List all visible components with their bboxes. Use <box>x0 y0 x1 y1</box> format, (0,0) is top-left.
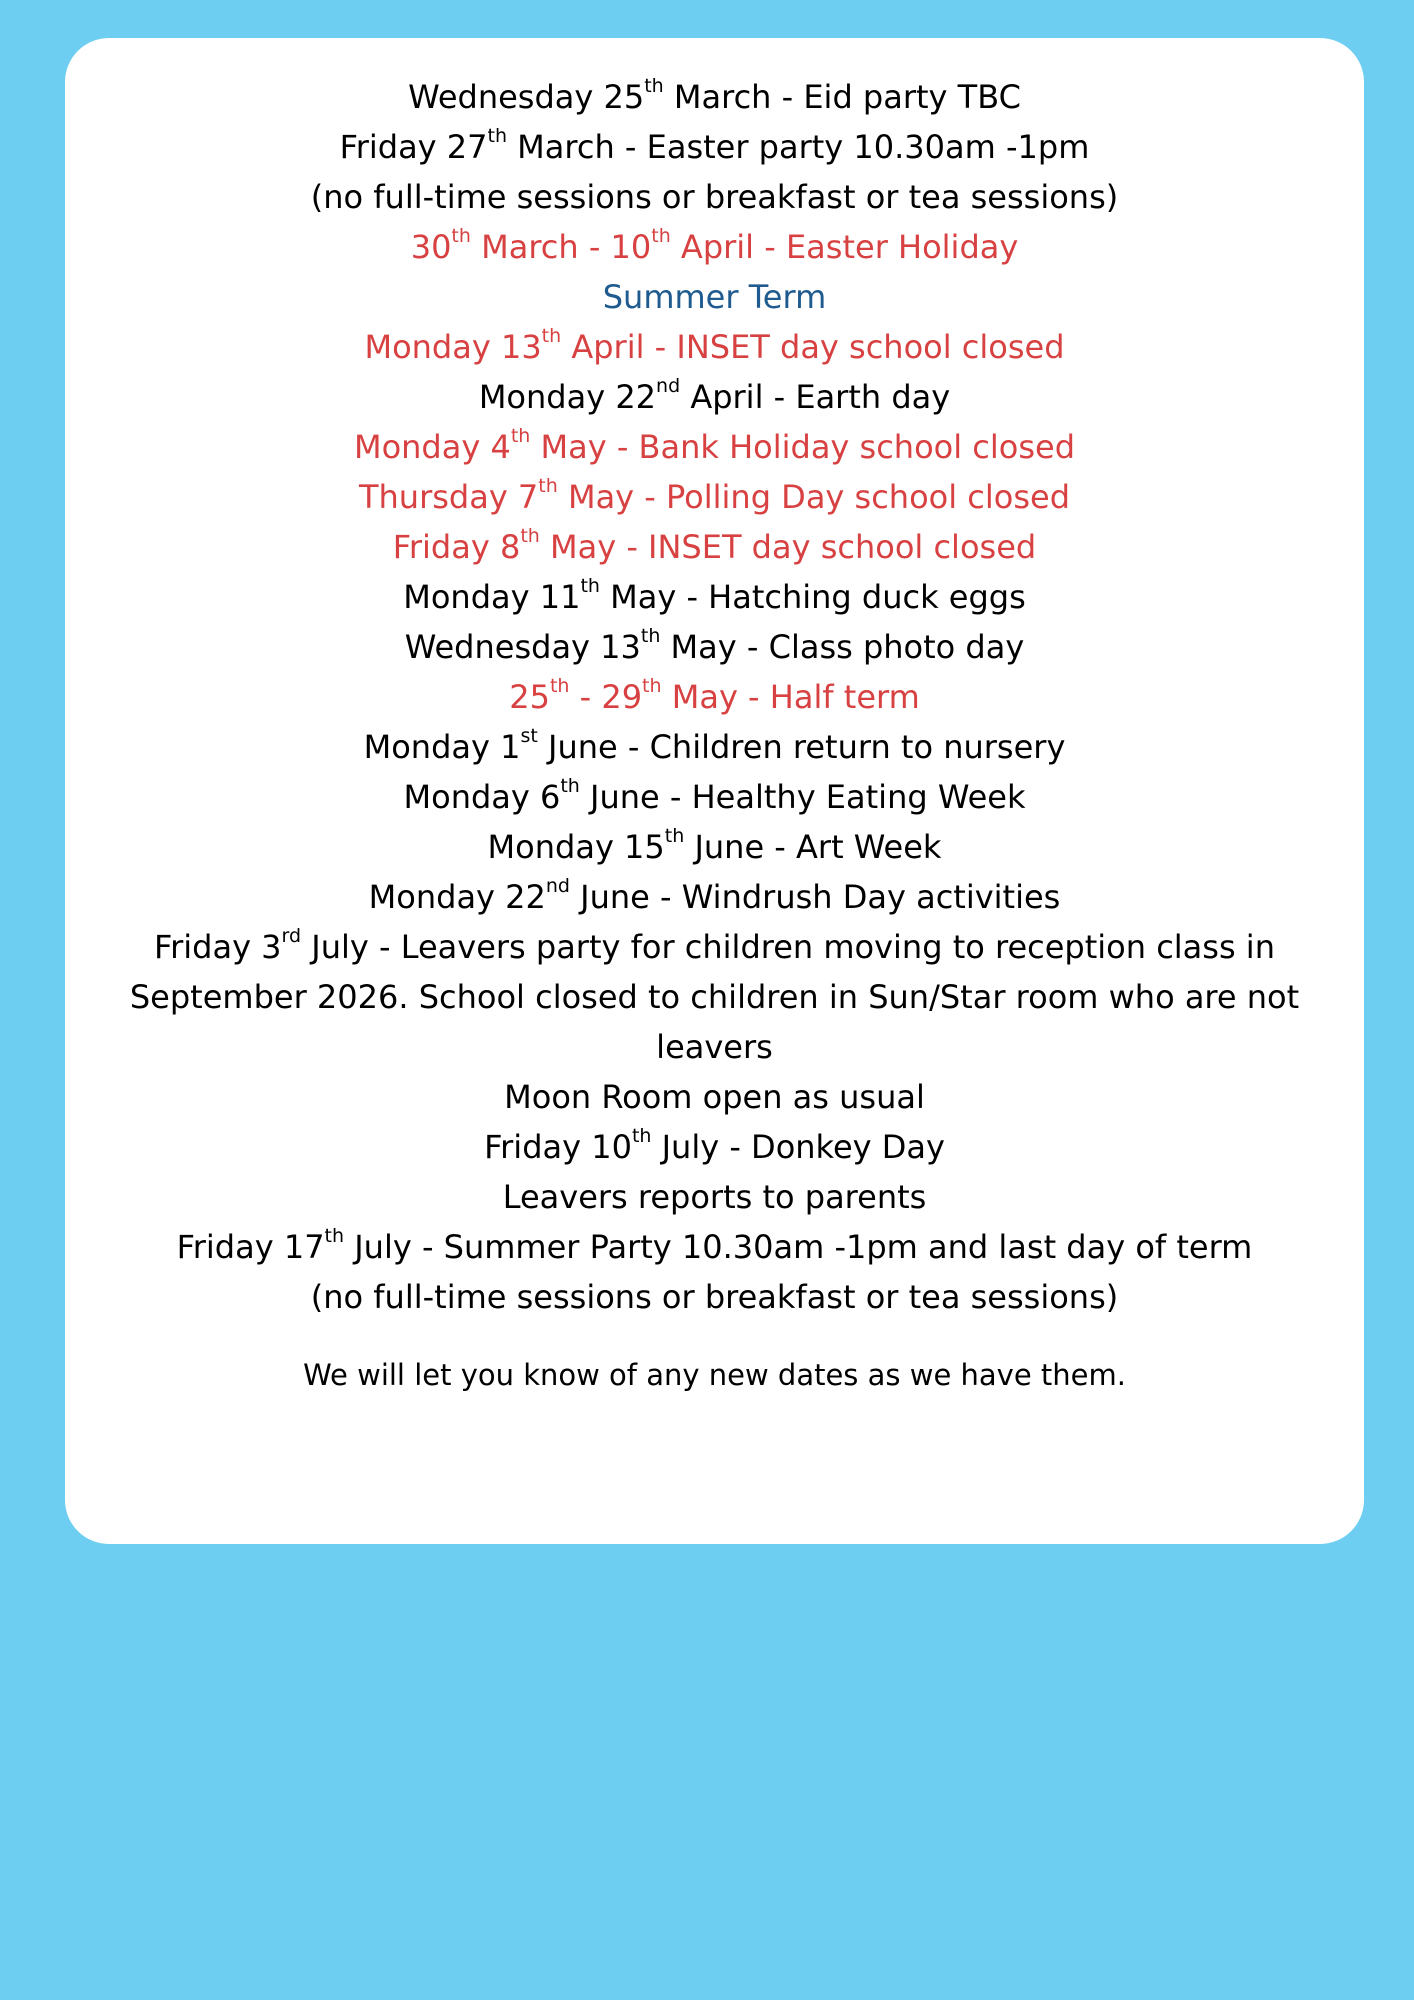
date-line-text: Moon Room open as usual <box>504 1078 925 1116</box>
date-line-text: 25 <box>509 678 550 716</box>
date-line-text: April - Earth day <box>680 378 951 416</box>
date-line <box>65 172 1364 222</box>
date-line <box>65 1122 1364 1172</box>
date-line-text: May - Bank Holiday school closed <box>530 428 1076 466</box>
date-line-text: June - Windrush Day activities <box>569 878 1061 916</box>
ordinal-suffix: rd <box>281 925 302 948</box>
ordinal-suffix: th <box>560 775 580 798</box>
date-line <box>65 322 1364 372</box>
date-line <box>65 72 1364 122</box>
date-line-text: Monday 1 <box>363 728 521 766</box>
date-line-text: - 29 <box>569 678 643 716</box>
ordinal-suffix: th <box>640 625 661 648</box>
date-line <box>65 822 1364 872</box>
ordinal-suffix: th <box>580 575 600 598</box>
date-line-text: Monday 11 <box>403 578 581 616</box>
date-line-text: Monday 4 <box>353 428 511 466</box>
date-line <box>65 372 1364 422</box>
date-line-text: May - Polling Day school closed <box>557 478 1071 516</box>
date-line-text: July - Summer Party 10.30am -1pm and last day of term <box>344 1228 1253 1266</box>
date-line <box>65 272 1364 322</box>
ordinal-suffix: th <box>644 75 664 98</box>
date-line <box>65 122 1364 172</box>
date-line-text: March - 10 <box>470 228 652 266</box>
ordinal-suffix: th <box>541 325 562 348</box>
date-line-text: Wednesday 25 <box>408 78 645 116</box>
date-line-text: Monday 6 <box>403 778 561 816</box>
ordinal-suffix: th <box>631 1125 652 1148</box>
date-line <box>65 1072 1364 1122</box>
date-line-text: Monday 22 <box>478 378 657 416</box>
date-line <box>115 922 1315 1072</box>
ordinal-suffix: th <box>664 825 685 848</box>
date-line-text: Summer Term <box>602 278 827 316</box>
date-line-text: June - Healthy Eating Week <box>579 778 1026 816</box>
date-line-text: March - Eid party TBC <box>663 78 1021 116</box>
date-line-text: Wednesday 13 <box>404 628 641 666</box>
date-line-text: Friday 3 <box>154 928 282 966</box>
ordinal-suffix: nd <box>656 375 681 398</box>
date-line-text: July - Leavers party for children moving to reception class in September 2026. School closed to children in Sun/Star room who are not leavers <box>129 928 1300 1066</box>
ordinal-suffix: th <box>510 425 531 448</box>
ordinal-suffix: th <box>642 675 662 698</box>
date-line <box>65 1272 1364 1322</box>
date-line <box>65 472 1364 522</box>
date-line <box>65 1172 1364 1222</box>
date-line-text: Friday 8 <box>392 528 521 566</box>
date-line-text: May - Class photo day <box>660 628 1025 666</box>
date-line <box>65 772 1364 822</box>
ordinal-suffix: th <box>549 675 570 698</box>
footer-note: We will let you know of any new dates as we have them. <box>303 1358 1126 1392</box>
date-line <box>65 422 1364 472</box>
date-line-text: May - Hatching duck eggs <box>599 578 1026 616</box>
ordinal-suffix: th <box>651 225 671 248</box>
date-line-text: May - INSET day school closed <box>539 528 1037 566</box>
date-line-text: Thursday 7 <box>358 478 539 516</box>
ordinal-suffix: th <box>538 475 558 498</box>
date-line-text: May - Half term <box>661 678 920 716</box>
date-line-text: June - Art Week <box>684 828 942 866</box>
date-line-text: June - Children return to nursery <box>537 728 1066 766</box>
date-line-text: Friday 10 <box>484 1128 632 1166</box>
date-line-text: March - Easter party 10.30am -1pm <box>507 128 1090 166</box>
ordinal-suffix: st <box>520 725 538 748</box>
date-line-text: (no full-time sessions or breakfast or tea sessions) <box>310 178 1119 216</box>
date-line <box>65 872 1364 922</box>
date-line <box>65 222 1364 272</box>
date-line-text: Leavers reports to parents <box>502 1178 927 1216</box>
date-line <box>65 1222 1364 1272</box>
date-line-text: (no full-time sessions or breakfast or tea sessions) <box>310 1278 1119 1316</box>
date-line-text: Friday 27 <box>339 128 488 166</box>
spacer <box>65 1322 1364 1350</box>
ordinal-suffix: th <box>520 525 540 548</box>
date-line-text: April - INSET day school closed <box>561 328 1065 366</box>
date-line <box>65 622 1364 672</box>
dates-list <box>65 72 1364 1322</box>
ordinal-suffix: th <box>324 1225 345 1248</box>
date-line <box>65 722 1364 772</box>
date-line-text: April - Easter Holiday <box>670 228 1019 266</box>
ordinal-suffix: nd <box>545 875 570 898</box>
ordinal-suffix: th <box>451 225 471 248</box>
date-line-text: Friday 17 <box>176 1228 325 1266</box>
date-line-text: Monday 22 <box>368 878 546 916</box>
date-line <box>65 572 1364 622</box>
ordinal-suffix: th <box>487 125 507 148</box>
date-line-text: 30 <box>410 228 452 266</box>
date-line <box>65 672 1364 722</box>
date-line-text: July - Donkey Day <box>651 1128 945 1166</box>
date-line <box>65 522 1364 572</box>
date-line-text: Monday 13 <box>364 328 542 366</box>
date-line-text: Monday 15 <box>487 828 665 866</box>
calendar-card <box>65 38 1364 1544</box>
